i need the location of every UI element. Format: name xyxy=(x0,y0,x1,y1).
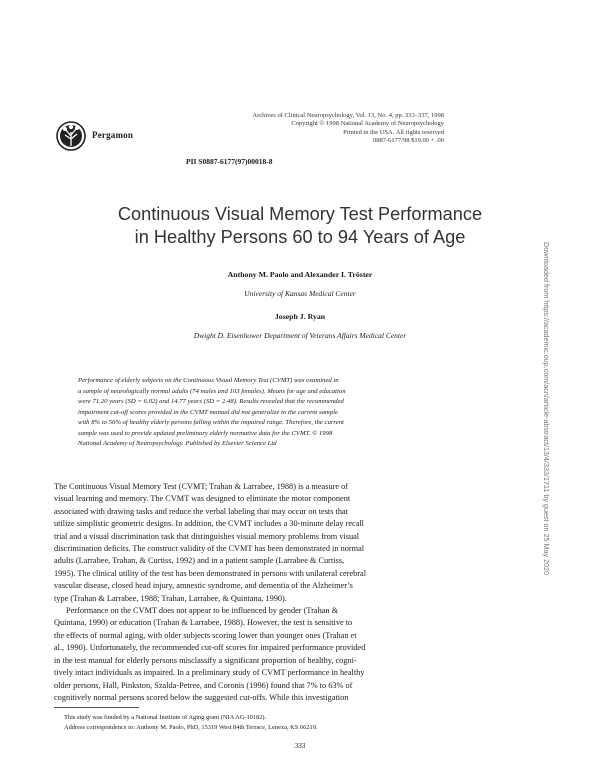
body-text xyxy=(54,481,546,704)
body-line: The Continuous Visual Memory Test (CVMT; Trahan & Larrabee, 1988) is a measure of xyxy=(54,482,349,491)
authors-primary: Anthony M. Paolo and Alexander I. Tröster xyxy=(227,270,373,279)
body-line: type (Trahan & Larrabee, 1988; Trahan, Larrabee, & Quintana, 1990). xyxy=(54,593,287,603)
authors-secondary: Joseph J. Ryan xyxy=(274,312,326,321)
body-line: cognitively normal persons scored below the suggested cut-offs. While this investigation xyxy=(54,692,349,702)
affiliation-primary: University of Kansas Medical Center xyxy=(244,289,356,298)
abstract-line: were 71.20 years (SD = 6.02) and 14.77 years (SD = 2.48). Results revealed that the recommended xyxy=(78,398,344,405)
body-line: 1995). The clinical utility of the test has been demonstrated in persons with unilateral cerebral xyxy=(54,568,367,578)
body-line: in the test manual for elderly persons misclassify a significant proportion of healthy, cogni- xyxy=(54,655,357,665)
watermark-text: Downloaded from https://academic.oup.com/acn/article-abstract/13/4/333/1711 by guest on 25 May 2020 xyxy=(542,242,551,576)
footnotes xyxy=(54,713,534,734)
body-line: older persons, Hall, Pinkston, Szalda-Petree, and Coronis (1996) found that 7% to 63% of xyxy=(54,680,353,690)
publisher-name: Pergamon xyxy=(92,130,134,140)
abstract-line: with 8% to 50% of healthy elderly persons falling within the impaired range. Therefore, the current xyxy=(78,419,344,426)
body-line: vascular disease, closed head injury, amnestic syndrome, and dementia of the Alzheimer’s xyxy=(54,581,353,591)
abstract xyxy=(78,376,524,450)
body-line: trial and a visual discrimination task that distinguishes visual memory problems from visual xyxy=(54,531,360,541)
journal-line: 0887-6177/98 $19.00 + .00 xyxy=(372,137,444,145)
body-line: discrimination deficits. The construct validity of the CVMT has been demonstrated in normal xyxy=(54,544,365,554)
journal-line: Printed in the USA. All rights reserved xyxy=(343,128,444,136)
body-line: visual learning and memory. The CVMT was designed to eliminate the motor component xyxy=(54,494,351,504)
page-number: 333 xyxy=(294,742,306,750)
pii-identifier: PII S0887-6177(97)00018-8 xyxy=(186,157,273,166)
body-line: al., 1990). Unfortunately, the recommended cut-off scores for impaired performance provided xyxy=(54,643,366,653)
abstract-line: a sample of neurologically normal adults (74 males and 103 females). Means for age and education xyxy=(78,387,346,395)
pergamon-logo xyxy=(54,120,90,152)
body-line: Performance on the CVMT does not appear to be influenced by gender (Trahan & xyxy=(66,606,339,616)
body-line: associated with drawing tasks and reduce the verbal labeling that may occur on tests that xyxy=(54,506,348,516)
journal-info xyxy=(170,112,444,146)
body-line: Quintana, 1990) or education (Trahan & Larrabee, 1988). However, the test is sensitive to xyxy=(54,618,353,628)
footnote-divider xyxy=(54,707,139,708)
body-line: the effects of normal aging, with older subjects scoring lower than younger ones (Trahan et xyxy=(54,630,357,640)
body-line: adults (Larrabee, Trahan, & Curtiss, 1992) and in a patient sample (Larrabee & Curtiss, xyxy=(54,556,345,566)
article-title xyxy=(0,203,600,249)
footnote-address: Address correspondence to: Anthony M. Paolo, PhD, 15319 West 84th Terrace, Lenexa, KS 66219. xyxy=(64,724,318,732)
download-watermark xyxy=(542,242,566,602)
abstract-line: impairment cut-off scores provided in the CVMT manual did not generalize to the current sample xyxy=(78,408,338,416)
journal-line: Archives of Clinical Neuropsychology, Vol. 13, No. 4, pp. 333–337, 1998 xyxy=(252,112,444,119)
abstract-line: sample was used to provide updated preliminary elderly normative data for the CVMT. © 1998 xyxy=(78,429,333,437)
body-line: utilize simplistic geometric designs. In addition, the CVMT includes a 30-minute delay recall xyxy=(54,519,364,529)
title-line: in Healthy Persons 60 to 94 Years of Age xyxy=(134,227,466,247)
title-line: Continuous Visual Memory Test Performance xyxy=(117,204,483,224)
body-line: tively intact individuals as impaired. In a preliminary study of CVMT performance in healthy xyxy=(54,668,365,678)
footnote-funding: This study was funded by a National Institute of Aging grant (NIA AG-10182). xyxy=(64,714,267,721)
journal-line: Copyright © 1998 National Academy of Neuropsychology xyxy=(291,120,444,128)
affiliation-secondary: Dwight D. Eisenhower Department of Veterans Affairs Medical Center xyxy=(193,331,407,340)
abstract-line: National Academy of Neuropsychology. Published by Elsevier Science Ltd xyxy=(78,440,277,447)
abstract-line: Performance of elderly subjects on the Continuous Visual Memory Test (CVMT) was examined in xyxy=(78,377,339,384)
